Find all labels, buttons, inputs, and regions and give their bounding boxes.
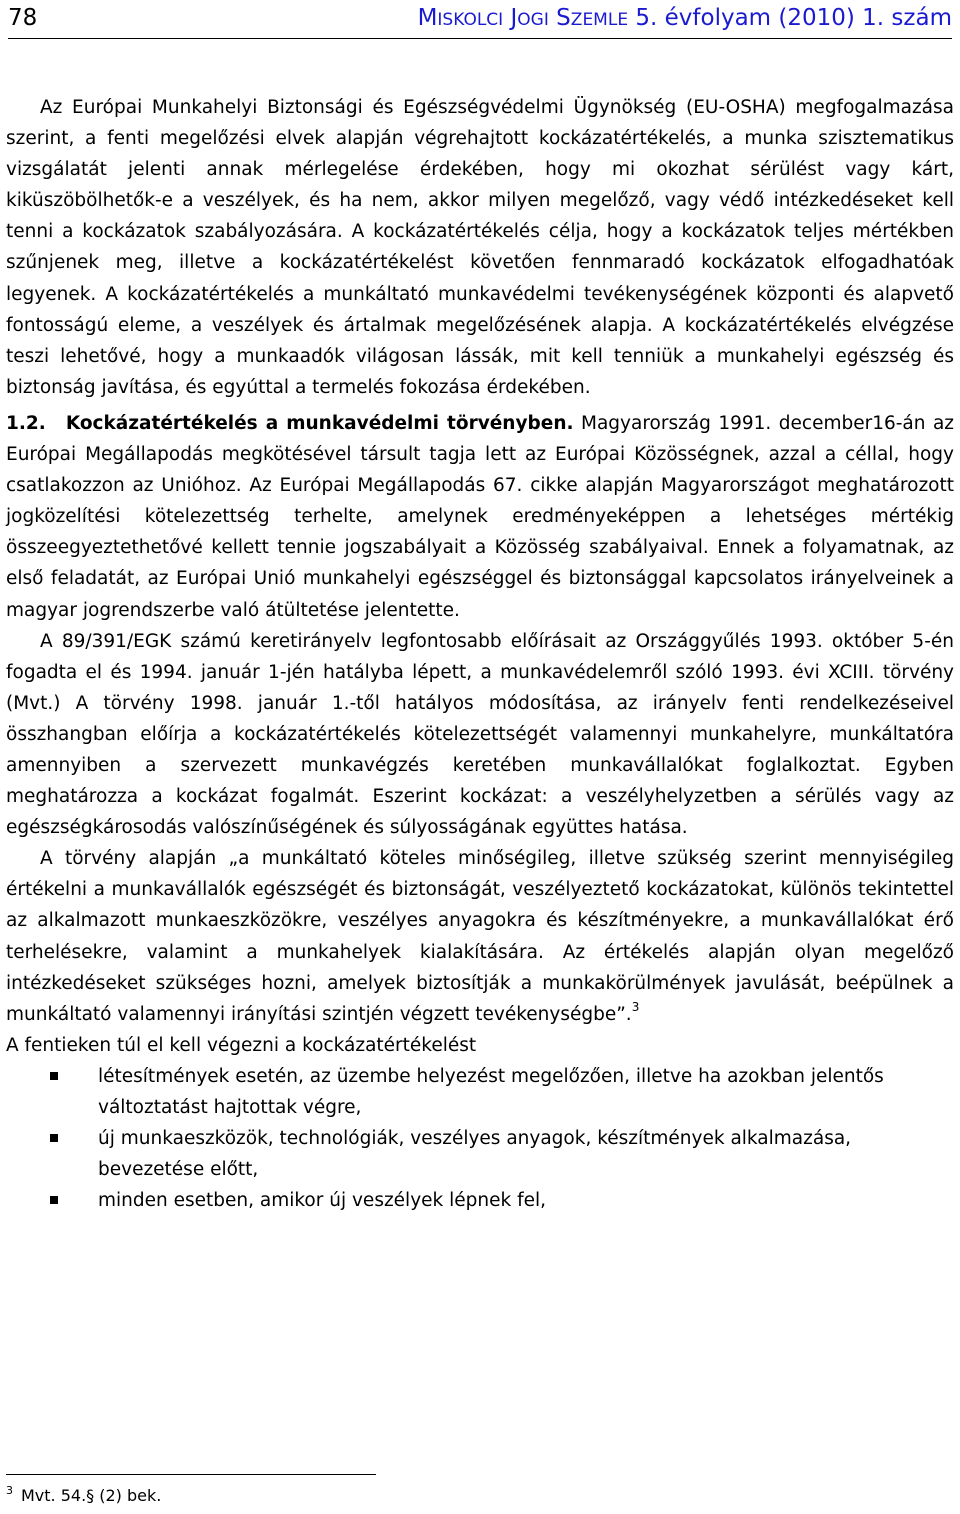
section-title: Kockázatértékelés a munkavédelmi törvényben. (65, 412, 574, 434)
footnote-number: 3 (6, 1483, 13, 1497)
square-bullet-icon (50, 1134, 58, 1142)
page-body (6, 92, 954, 1216)
bullet-list (6, 1061, 954, 1216)
paragraph-section-1-2 (6, 408, 954, 626)
page-number: 78 (8, 5, 38, 31)
section-text: Magyarország 1991. december16-án az Európai Megállapodás megkötésével társult tagja lett az Európai Közösségnek, azzal a céllal, hogy csatlakozzon az Unióhoz. Az Európai Megállapodás 67. cikke alapján Magyarországot meghatározott jogközelítési kötelezettség terhelte, amelynek eredményeképpen a lehetséges mértékig összeegyeztethetővé kellett tennie jogszabályait a Közösség szabályaival. Ennek a folyamatnak, az első feladatát, az Európai Unió munkahelyi egészséggel és biztonsággal kapcsolatos irányelveinek a magyar jogrendszerbe való átültetése jelentette. (6, 412, 954, 621)
paragraph-framework-directive: A 89/391/EGK számú keretirányelv legfontosabb előírásait az Országgyűlés 1993. október 5-én fogadta el és 1994. január 1-jén hatályba lépett, a munkavédelemről szóló 1993. évi XCIII. törvény (Mvt.) A törvény 1998. január 1.-től hatályos módosítása, az irányelv fenti rendelkezéseivel összhangban előírja a kockázatértékelés kötelezettségét valamennyi munkahelyre, munkáltatóra amennyiben a szervezett munkavégzés keretében munkavállalókat foglalkoztat. Egyben meghatározza a kockázat fogalmát. Eszerint kockázat: a veszélyhelyzetben a sérülés vagy az egészségkárosodás valószínűségének és súlyosságának együttes hatása. (6, 630, 954, 839)
square-bullet-icon (50, 1196, 58, 1204)
page-header (8, 0, 952, 42)
footnote-text: Mvt. 54.§ (2) bek. (21, 1486, 162, 1505)
footnote (6, 1483, 162, 1506)
paragraph-eu-osha: Az Európai Munkahelyi Biztonsági és Egészségvédelmi Ügynökség (EU-OSHA) megfogalmazása szerint, a fenti megelőzési elvek alapján végrehajtott kockázatértékelés, a munka szisztematikus vizsgálatát jelenti annak mérlegelése érdekében, hogy mi okozhat sérülést vagy kárt, kiküszöbölhetők-e a veszélyek, és ha nem, akkor milyen megelőző, vagy védő intézkedéseket kell tenni a kockázatok szabályozására. A kockázatértékelés célja, hogy a kockázatok teljes mértékben szűnjenek meg, illetve a kockázatértékelést követően fennmaradó kockázatok elfogadhatóak legyenek. A kockázatértékelés a munkáltató munkavédelmi tevékenységének központi és alapvető fontosságú eleme, a veszélyek és ártalmak megelőzésének alapja. A kockázatértékelés elvégzése teszi lehetővé, hogy a munkaadók világosan lássák, mit kell tenniük a munkahelyi egészség és biztonság javítása, és egyúttal a termelés fokozása érdekében. (6, 97, 954, 398)
footnote-rule (6, 1474, 376, 1475)
list-item: új munkaeszközök, technológiák, veszélyes anyagok, készítmények alkalmazása, bevezetése előtt, (6, 1123, 954, 1185)
header-rule (8, 38, 952, 39)
journal-running-title: MISKOLCI JOGI SZEMLE 5. évfolyam (2010) 1. szám (417, 5, 952, 31)
law-quote-text: A törvény alapján „a munkáltató köteles minőségileg, illetve szükség szerint mennyiségileg értékelni a munkavállalók egészségét és biztonságát, veszélyeztető kockázatokat, különös tekintettel az alkalmazott munkaeszközökre, veszélyes anyagokra és készítményekre, a munkavállalókat érő terhelésekre, valamint a munkahelyek kialakítására. Az értékelés alapján olyan megelőző intézkedéseket szükséges hozni, amelyek biztosítják a munkakörülmények javulását, beépülnek a munkáltató valamennyi irányítási szintjén végzett tevékenységbe”. (6, 848, 954, 1025)
list-item: létesítmények esetén, az üzembe helyezést megelőzően, illetve ha azokban jelentős változtatást hajtottak végre, (6, 1061, 954, 1123)
square-bullet-icon (50, 1072, 58, 1080)
section-number: 1.2. (6, 412, 46, 434)
paragraph-additional: A fentieken túl el kell végezni a kockázatértékelést (6, 1034, 477, 1056)
paragraph-law-quote (6, 843, 954, 1030)
footnote-reference: 3 (631, 999, 640, 1014)
list-item: minden esetben, amikor új veszélyek lépnek fel, (6, 1185, 954, 1216)
